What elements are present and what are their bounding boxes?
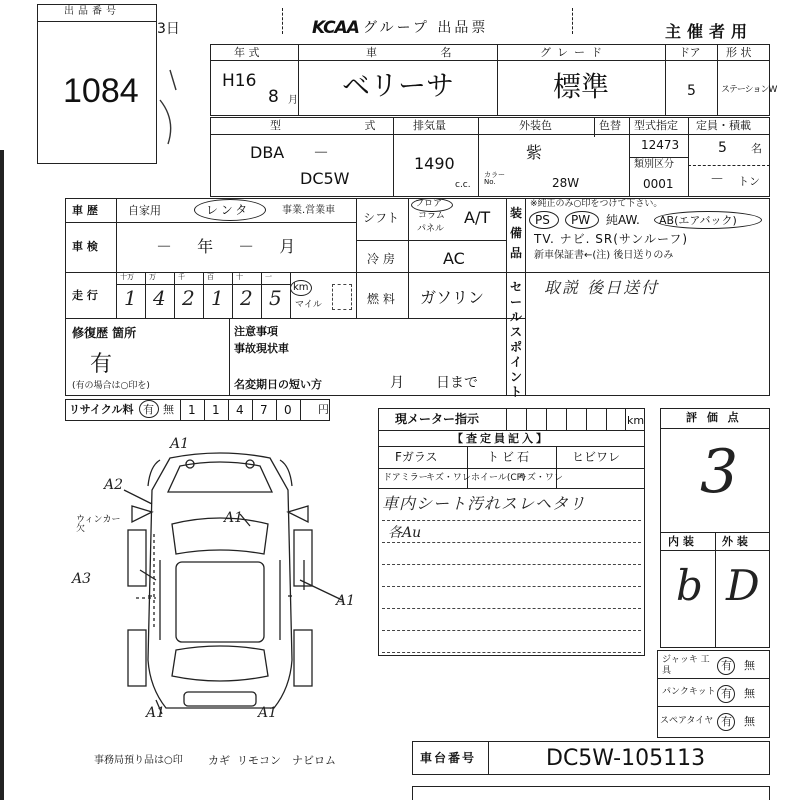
mileage-digit-label: 十 (236, 273, 243, 281)
grade-value: 標準 (553, 70, 610, 103)
mileage-digit: 2 (240, 286, 253, 310)
mileage-digit: 1 (124, 286, 137, 310)
mileage-digit: 4 (153, 286, 166, 310)
exterior-score: D (726, 561, 760, 610)
dmg-rear-right: A1 (258, 705, 278, 721)
sales-point-text: 取説 後日送付 (544, 278, 660, 297)
mileage-digit-label: 一 (265, 273, 272, 281)
dmg-front: A1 (170, 436, 190, 452)
equip-ps: PS (535, 213, 550, 227)
color-number: 28W (552, 176, 580, 190)
mileage-digit: 1 (211, 286, 224, 310)
tool-no: 無 (744, 659, 755, 672)
blinker-note: ウィンカー欠 (76, 515, 121, 534)
door-count: 5 (687, 83, 696, 99)
equip-airbag: AB(エアバック) (659, 214, 737, 227)
tool-no: 無 (744, 715, 755, 728)
dmg-right: A1 (336, 593, 356, 609)
tool-yes: 有 (721, 715, 732, 728)
mileage-digit: 5 (269, 286, 282, 310)
organizer-label: 主催者用 (665, 22, 754, 41)
year-month: 8 (268, 87, 279, 107)
tool-yes: 有 (721, 659, 732, 672)
displacement: 1490 (414, 154, 455, 173)
mileage-digit: 2 (182, 286, 195, 310)
capacity-value: 5 (718, 140, 727, 156)
dmg-left: A3 (72, 571, 92, 587)
car-name: ベリーサ (342, 69, 455, 102)
tool-yes: 有 (721, 687, 732, 700)
recycle-digit: 4 (236, 403, 244, 417)
mileage-digit-label: 百 (207, 273, 214, 281)
recycle-digit: 0 (284, 403, 292, 417)
score-value: 3 (700, 437, 739, 507)
mileage-digit-label: 十万 (120, 273, 134, 281)
body-type: ステーションW (721, 85, 777, 95)
mileage-digit-label: 万 (149, 273, 156, 281)
inspection-value: － 年 － 月 (156, 237, 306, 256)
aircon-value: AC (443, 249, 465, 268)
year-era: H16 (222, 71, 257, 91)
equip-pw: PW (571, 213, 591, 227)
mileage-digit-label: 千 (178, 273, 185, 281)
dmg-roof: A1 (224, 510, 244, 526)
fuel-value: ガソリン (420, 288, 485, 307)
interior-score: b (676, 561, 703, 610)
category-number: 0001 (643, 177, 674, 191)
exterior-color: 紫 (526, 143, 543, 162)
recycle-digit: 7 (260, 403, 268, 417)
shift-value: A/T (464, 208, 491, 227)
dmg-front-left: A2 (104, 477, 124, 493)
repair-value: 有 (90, 352, 113, 377)
lot-number: 1084 (63, 72, 139, 110)
recycle-digit: 1 (188, 403, 196, 417)
lot-side-digit: 3日 (157, 21, 180, 37)
inspector-note-2: 各Au (388, 525, 422, 541)
lot-scribble (150, 60, 190, 160)
lot-label: 出品番号 (64, 6, 120, 17)
designation-number: 12473 (641, 138, 680, 152)
chassis-number: DC5W-105113 (546, 746, 706, 771)
mile-checkbox (332, 284, 352, 310)
model-code: DC5W (300, 169, 350, 188)
model-prefix: DBA (250, 143, 285, 162)
dmg-rear-left: A1 (146, 705, 166, 721)
brand-logo: KCAA (312, 18, 359, 38)
inspector-note-1: 車内シート汚れスレヘタリ (382, 494, 587, 513)
tool-no: 無 (744, 687, 755, 700)
recycle-digit: 1 (212, 403, 220, 417)
form-title: グループ 出品票 (363, 20, 489, 36)
history-rental: レンタ (206, 203, 251, 217)
